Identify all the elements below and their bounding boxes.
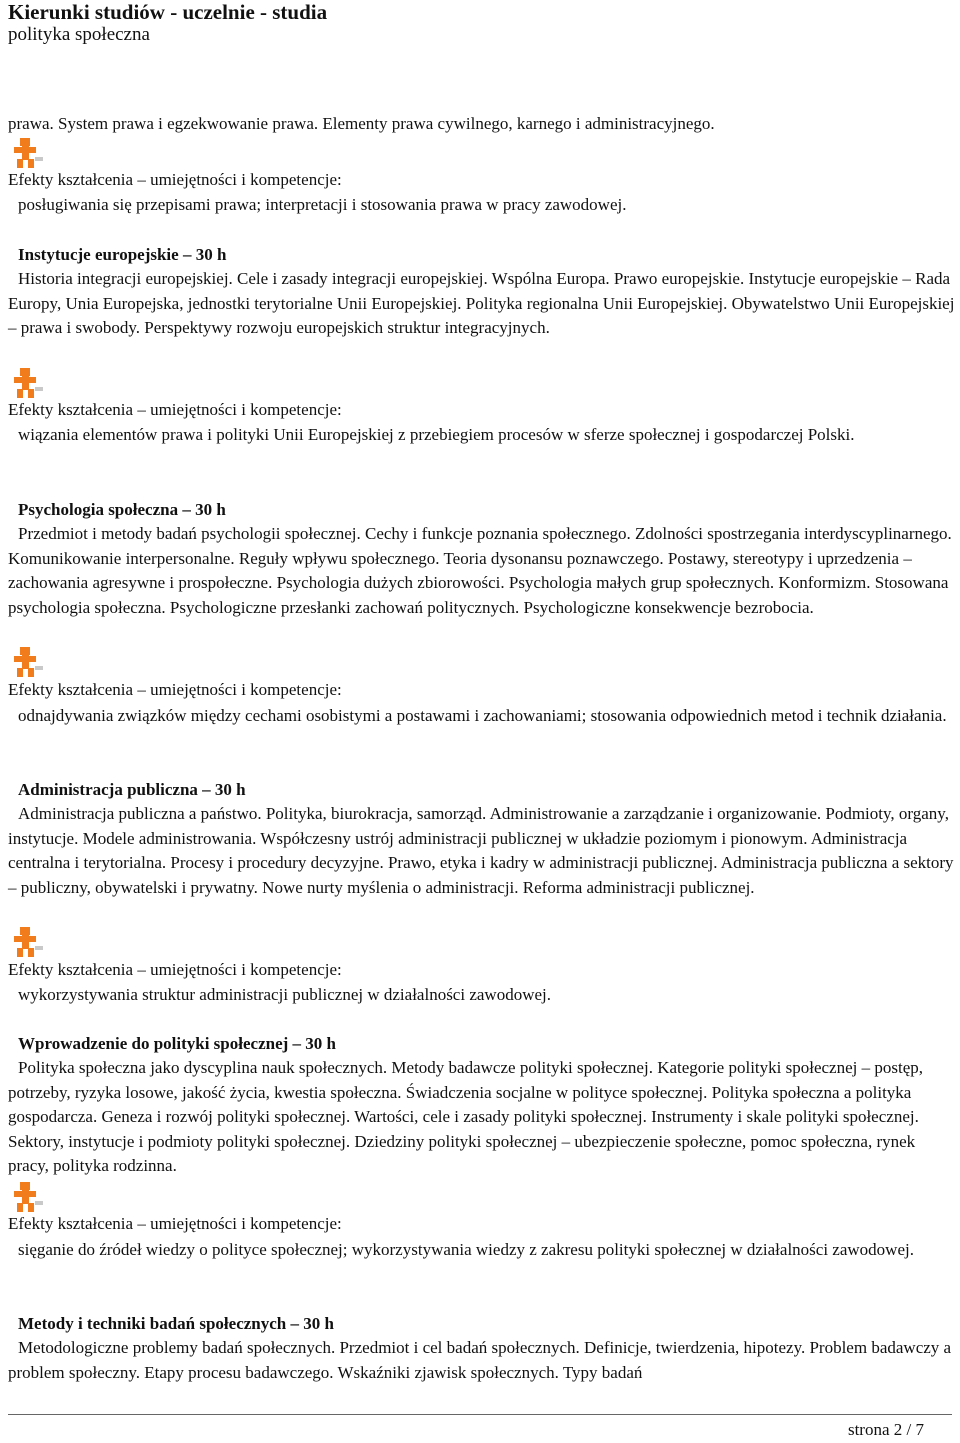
outcomes-label: Efekty kształcenia – umiejętności i kompetencje:: [8, 1214, 342, 1233]
course-description: Metodologiczne problemy badań społecznych. Przedmiot i cel badań społecznych. Definicje, twierdzenia, hipotezy. Problem badawczy a problem społeczny. Etapy procesu badawczego. Wskaźniki zjawisk społecznych. Typy badań: [8, 1338, 952, 1382]
course-description: Administracja publiczna a państwo. Polityka, biurokracja, samorząd. Administrowanie a zarządzanie i organizowanie. Podmioty, organy, instytucje. Modele administrowania. Współczesny ustrój administracji publicznej w układzie poziomym i pionowym. Administracja centralna i terytorialna. Procesy i procedury decyzyjne. Prawo, etyka i kadry w administracji publicznej. Administracja publiczna a sektory – publiczny, obywatelski i prywatny. Nowe nurty myślenia o administracji. Reforma administracji publicznej.: [8, 804, 954, 897]
outcomes-text: wykorzystywania struktur administracji publicznej w działalności zawodowej.: [18, 985, 551, 1004]
outcomes-text: odnajdywania związków między cechami osobistymi a postawami i zachowaniami; stosowania odpowiednich metod i technik działania.: [18, 706, 947, 725]
page-number: strona 2 / 7: [847, 1420, 924, 1439]
course-description: Historia integracji europejskiej. Cele i zasady integracji europejskiej. Wspólna Europa. Prawo europejskie. Instytucje europejskie – Rada Europy, Unia Europejska, jednostki terytorialne Unii Europejskiej. Polityka regionalna Unii Europejskiej. Obywatelstwo Unii Europejskiej – prawa i swobody. Perspektywy rozwoju europejskich struktur integracyjnych.: [8, 269, 955, 337]
outcomes-label: Efekty kształcenia – umiejętności i kompetencje:: [8, 170, 342, 189]
orange-figure-icon: [11, 367, 45, 399]
outcomes-label: Efekty kształcenia – umiejętności i kompetencje:: [8, 400, 342, 419]
outcomes-label: Efekty kształcenia – umiejętności i kompetencje:: [8, 960, 342, 979]
orange-figure-icon: [11, 926, 45, 958]
intro-text: prawa. System prawa i egzekwowanie prawa. Elementy prawa cywilnego, karnego i administracyjnego.: [8, 114, 715, 133]
orange-figure-icon: [11, 646, 45, 678]
site-title: Kierunki studiów - uczelnie - studia: [8, 0, 328, 24]
outcomes-label: Efekty kształcenia – umiejętności i kompetencje:: [8, 680, 342, 699]
page-subtitle: polityka społeczna: [8, 24, 150, 45]
course-title: Administracja publiczna – 30 h: [18, 780, 246, 799]
orange-figure-icon: [11, 1181, 45, 1213]
footer-divider: [8, 1414, 952, 1415]
outcomes-text: posługiwania się przepisami prawa; interpretacji i stosowania prawa w pracy zawodowej.: [18, 195, 627, 214]
course-description: Przedmiot i metody badań psychologii społecznej. Cechy i funkcje poznania społecznego. Zdolności spostrzegania interdyscyplinarnego. Komunikowanie interpersonalne. Reguły wpływu społecznego. Teoria dysonansu poznawczego. Postawy, stereotypy i uprzedzenia – zachowania agresywne i prospołeczne. Psychologia dużych zbiorowości. Psychologia małych grup społecznych. Konformizm. Stosowana psychologia społeczna. Psychologiczne przesłanki zachowań politycznych. Psychologiczne konsekwencje bezrobocia.: [8, 524, 952, 617]
course-title: Instytucje europejskie – 30 h: [18, 245, 227, 264]
outcomes-text: wiązania elementów prawa i polityki Unii Europejskiej z przebiegiem procesów w sferze społecznej i gospodarczej Polski.: [18, 425, 855, 444]
course-title: Psychologia społeczna – 30 h: [18, 500, 226, 519]
course-title: Wprowadzenie do polityki społecznej – 30 h: [18, 1034, 336, 1053]
course-description: Polityka społeczna jako dyscyplina nauk społecznych. Metody badawcze polityki społecznej. Kategorie polityki społecznej – postęp, potrzeby, ryzyka losowe, jakość życia, kwestia społeczna. Świadczenia socjalne w polityce społecznej. Polityka społeczna a polityka gospodarcza. Geneza i rozwój polityki społecznej. Wartości, cele i zasady polityki społecznej. Instrumenty i skale polityki społecznej. Sektory, instytucje i podmioty polityki społecznej. Dziedziny polityki społecznej – ubezpieczenie społeczne, pomoc społeczna, rynek pracy, polityka rodzinna.: [8, 1058, 923, 1175]
course-title: Metody i techniki badań społecznych – 30 h: [18, 1314, 334, 1333]
outcomes-text: sięganie do źródeł wiedzy o polityce społecznej; wykorzystywania wiedzy z zakresu polityki społecznej w działalności zawodowej.: [18, 1240, 914, 1259]
orange-figure-icon: [11, 137, 45, 169]
